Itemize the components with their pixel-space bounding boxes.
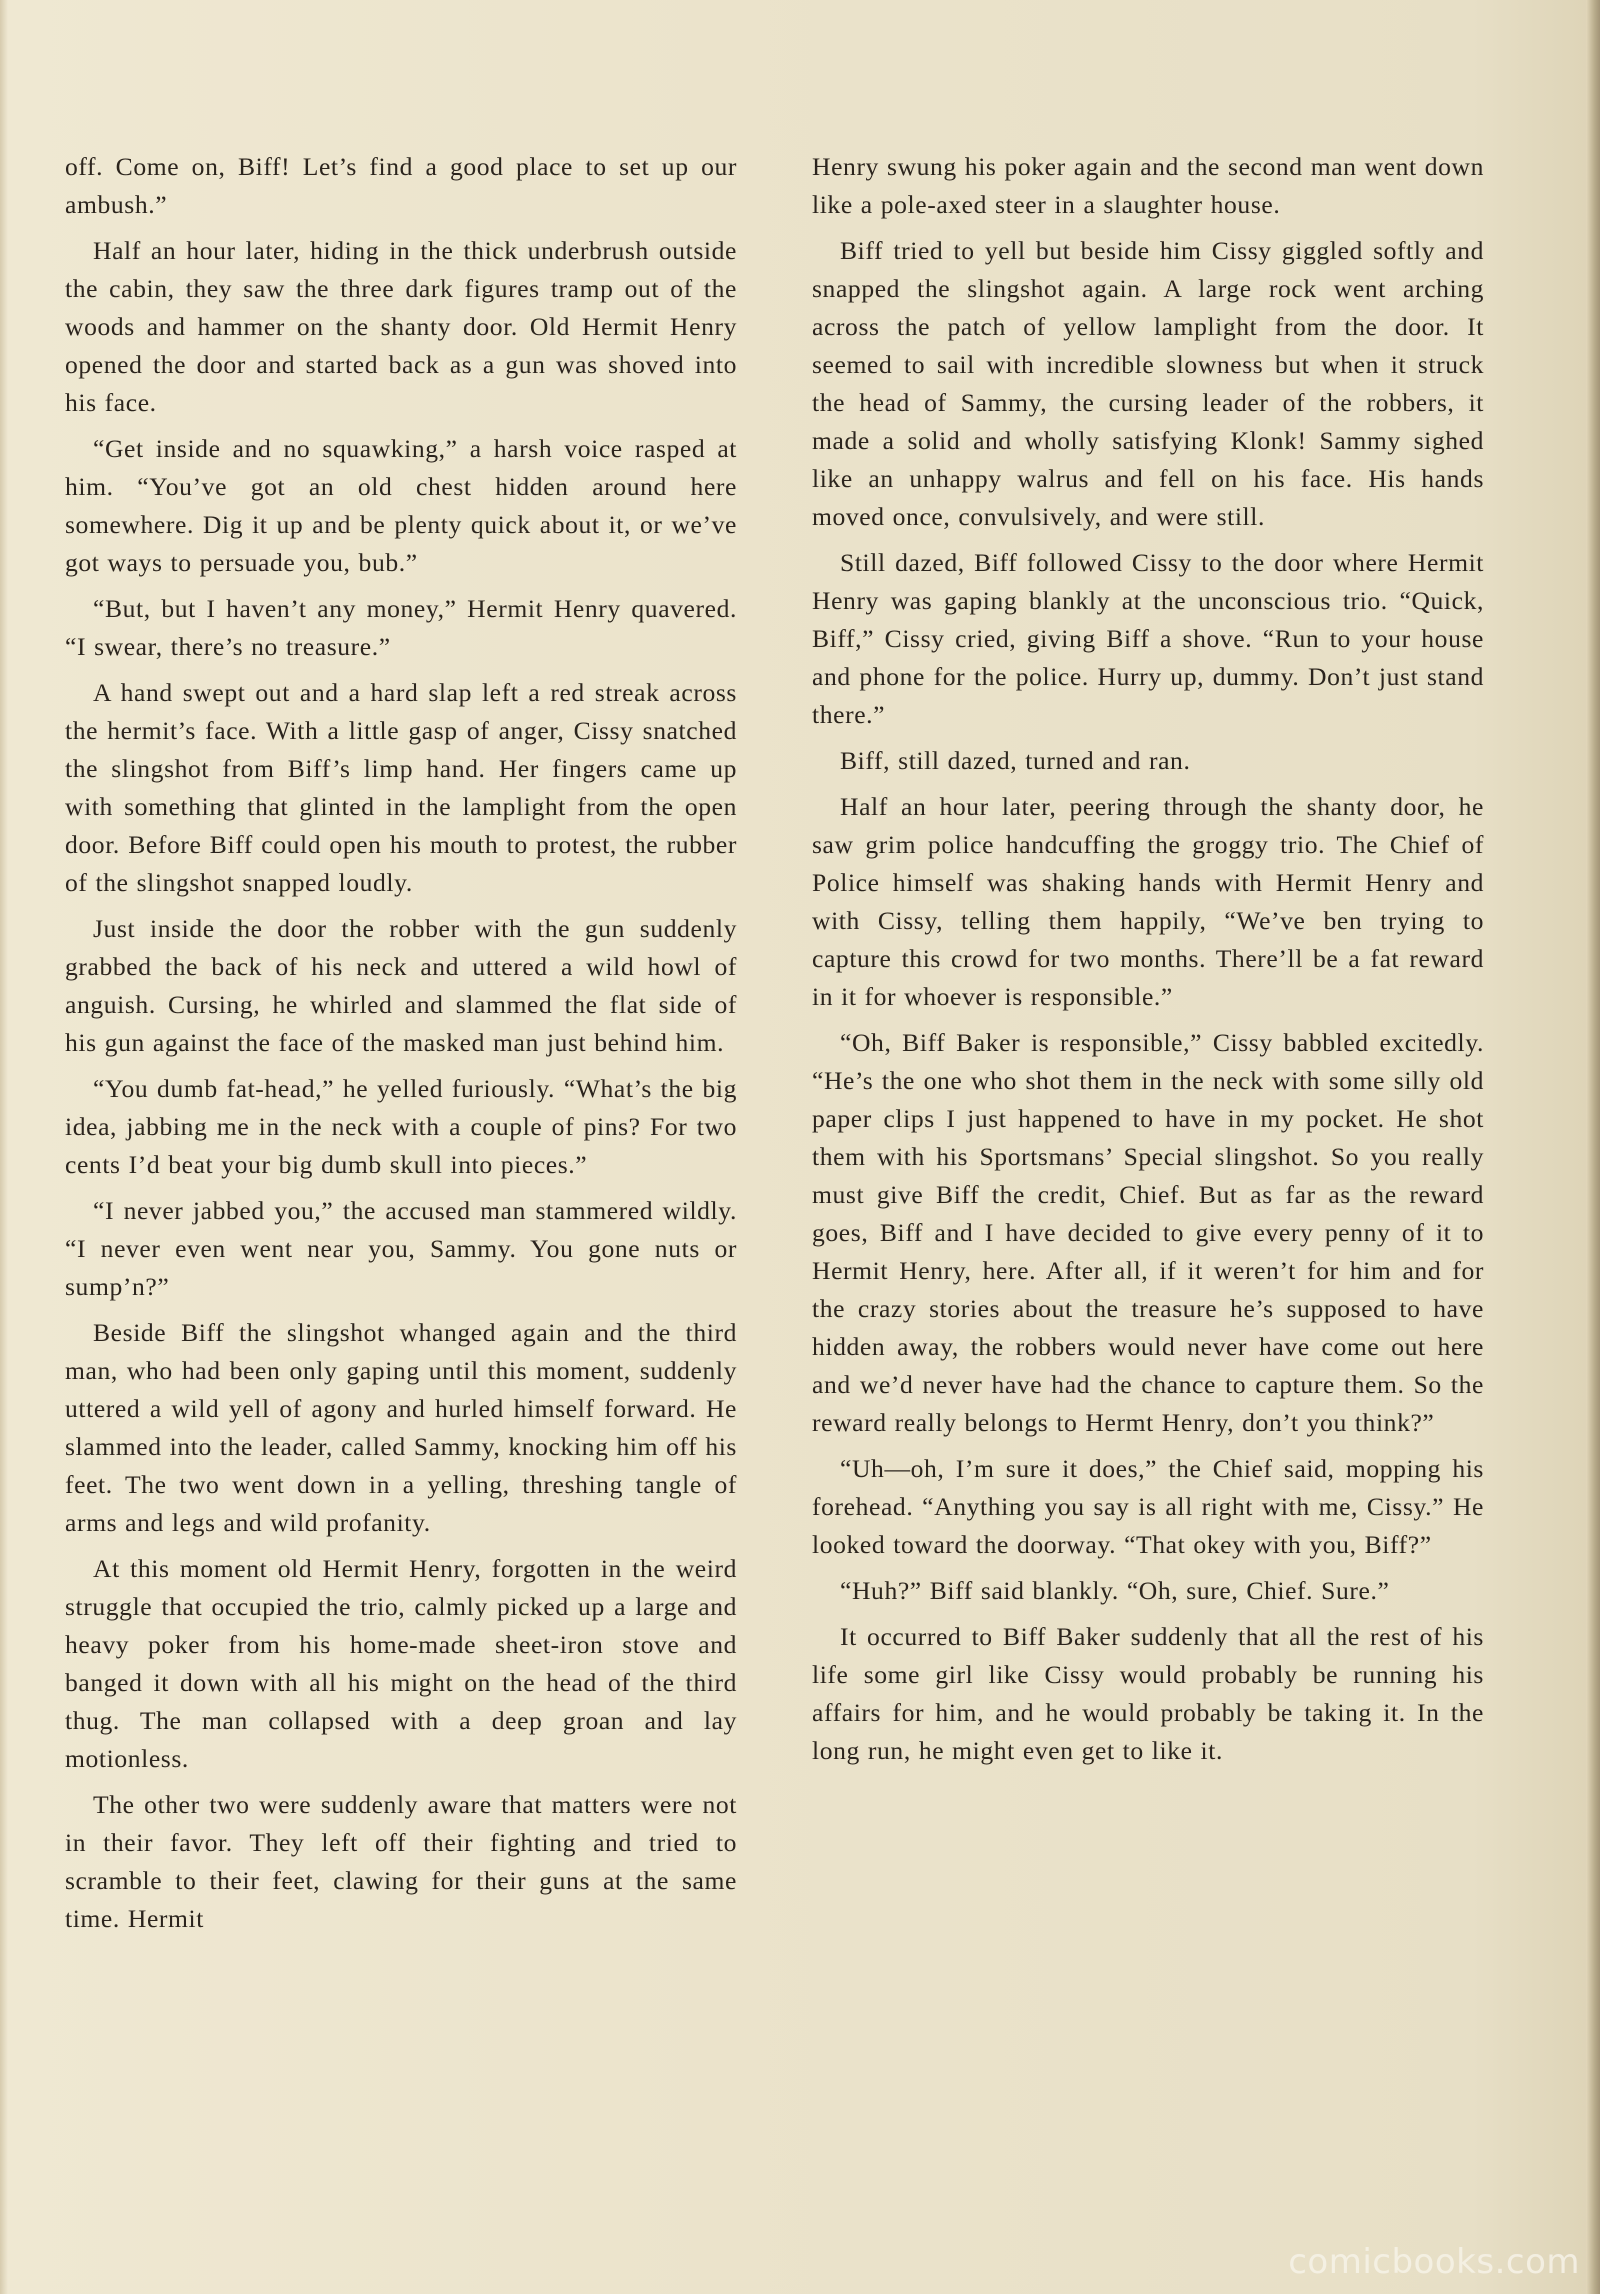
site-watermark: comicbooks.com [1288,2242,1580,2282]
paragraph: Still dazed, Biff followed Cissy to the door where Hermit Henry was gaping blankly at the unconscious trio. “Quick, Biff,” Cissy cried, giving Biff a shove. “Run to your house and phone for the police. Hurry up, dummy. Don’t just stand there.” [812,548,1484,729]
paragraph: Half an hour later, hiding in the thick underbrush outside the cabin, they saw the three dark figures tramp out of the woods and hammer on the shanty door. Old Hermit Henry opened the door and started back as a gun was shoved into his face. [65,236,737,417]
text-column-left [65,148,737,1946]
paragraph: Beside Biff the slingshot whanged again and the third man, who had been only gaping until this moment, suddenly uttered a wild yell of agony and hurled himself forward. He slammed into the leader, called Sammy, knocking him off his feet. The two went down in a yelling, threshing tangle of arms and legs and wild profanity. [65,1318,737,1537]
paragraph: Half an hour later, peering through the shanty door, he saw grim police handcuffing the groggy trio. The Chief of Police himself was shaking hands with Hermit Henry and with Cissy, telling them happily, “We’ve ben trying to capture this crowd for two months. There’ll be a fat reward in it for whoever is responsible.” [812,792,1484,1011]
paragraph: Biff tried to yell but beside him Cissy giggled softly and snapped the slingshot again. A large rock went arching across the patch of yellow lamplight from the door. It seemed to sail with incredible slowness but when it struck the head of Sammy, the cursing leader of the robbers, it made a solid and wholly satisfying Klonk! Sammy sighed like an unhappy walrus and fell on his face. His hands moved once, convulsively, and were still. [812,236,1484,531]
text-column-right [812,148,1484,1778]
paragraph: Henry swung his poker again and the second man went down like a pole-axed steer in a slaughter house. [812,152,1484,219]
paragraph: “Oh, Biff Baker is responsible,” Cissy babbled excitedly. “He’s the one who shot them in the neck with some silly old paper clips I just happened to have in my pocket. He shot them with his Sportsmans’ Special slingshot. So you really must give Biff the credit, Chief. But as far as the reward goes, Biff and I have decided to give every penny of it to Hermit Henry, here. After all, if it weren’t for him and for the crazy stories about the treasure he’s supposed to have hidden away, the robbers would never have come out here and we’d never have had the chance to capture them. So the reward really belongs to Hermt Henry, don’t you think?” [812,1028,1484,1437]
paragraph: “You dumb fat-head,” he yelled furiously. “What’s the big idea, jabbing me in the neck with a couple of pins? For two cents I’d beat your big dumb skull into pieces.” [65,1074,737,1179]
paragraph: “But, but I haven’t any money,” Hermit Henry quavered. “I swear, there’s no treasure.” [65,594,737,661]
paragraph: Just inside the door the robber with the gun suddenly grabbed the back of his neck and uttered a wild howl of anguish. Cursing, he whirled and slammed the flat side of his gun against the face of the masked man just behind him. [65,914,737,1057]
paragraph: It occurred to Biff Baker suddenly that all the rest of his life some girl like Cissy would probably be running his affairs for him, and he would probably be taking it. In the long run, he might even get to like it. [812,1622,1484,1765]
paragraph: “Huh?” Biff said blankly. “Oh, sure, Chief. Sure.” [840,1576,1390,1605]
paragraph: off. Come on, Biff! Let’s find a good place to set up our ambush.” [65,152,737,219]
page-spine-edge [1586,0,1600,2294]
paragraph: “Get inside and no squawking,” a harsh voice rasped at him. “You’ve got an old chest hidden around here somewhere. Dig it up and be plenty quick about it, or we’ve got ways to persuade you, bub.” [65,434,737,577]
page-shadow [0,0,8,2294]
paragraph: “I never jabbed you,” the accused man stammered wildly. “I never even went near you, Sammy. You gone nuts or sump’n?” [65,1196,737,1301]
paragraph: Biff, still dazed, turned and ran. [840,746,1191,775]
paragraph: At this moment old Hermit Henry, forgotten in the weird struggle that occupied the trio, calmly picked up a large and heavy poker from his home-made sheet-iron stove and banged it down with all his might on the head of the third thug. The man collapsed with a deep groan and lay motionless. [65,1554,737,1773]
paragraph: The other two were suddenly aware that matters were not in their favor. They left off their fighting and tried to scramble to their feet, clawing for their guns at the same time. Hermit [65,1790,737,1933]
paragraph: “Uh—oh, I’m sure it does,” the Chief said, mopping his forehead. “Anything you say is all right with me, Cissy.” He looked toward the doorway. “That okey with you, Biff?” [812,1454,1484,1559]
paragraph: A hand swept out and a hard slap left a red streak across the hermit’s face. With a little gasp of anger, Cissy snatched the slingshot from Biff’s limp hand. Her fingers came up with something that glinted in the lamplight from the open door. Before Biff could open his mouth to protest, the rubber of the slingshot snapped loudly. [65,678,737,897]
